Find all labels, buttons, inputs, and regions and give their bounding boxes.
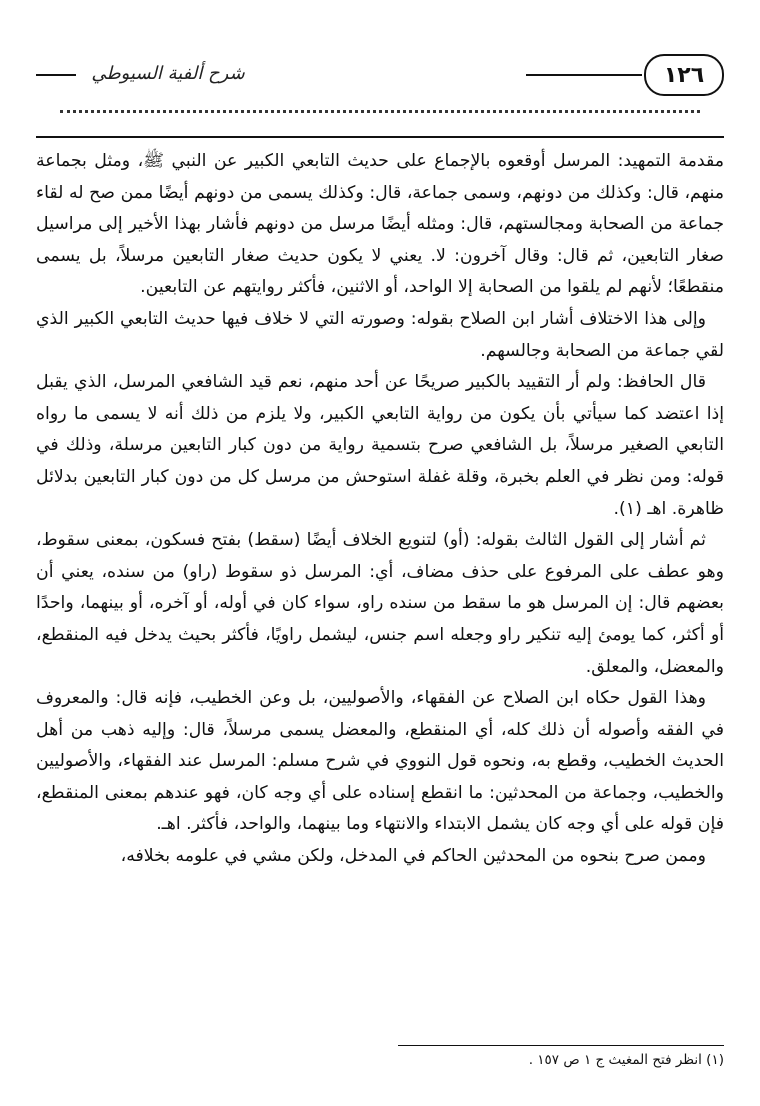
paragraph: قال الحافظ: ولم أر التقييد بالكبير صريحًا عن أحد منهم، نعم قيد الشافعي المرسل، الذي يقبل إذا اعتضد كما سيأتي بأن يكون من رواية التابعي الكبير، ولا يلزم من ذلك أنه لا يسمى ما رواه التابعي الصغير مرسلاً، بل الشافعي صرح بتسمية رواية من دون كبار التابعين مرسلة، وذلك في قوله: ومن نظر في العلم بخبرة، وقلة غفلة استوحش من مرسل كل من دون كبار التابعين بدلائل ظاهرة. اهـ (١). — [36, 372, 724, 519]
main-text — [36, 146, 724, 873]
footnote: (١) انظر فتح المغيث ج ١ ص ١٥٧ . — [528, 1052, 724, 1068]
paragraph: ثم أشار إلى القول الثالث بقوله: (أو) لتنويع الخلاف أيضًا (سقط) بفتح فسكون، بمعنى سقوط، وهو عطف على المرفوع على حذف مضاف، أي: المرسل ذو سقوط (راو) من سنده، يعني أن بعضهم قال: إن المرسل هو ما سقط من سنده راو، سواء كان في أوله، أو آخره، أو بينهما، واحدًا أو أكثر، كما يومئ إليه تنكير راو وجعله اسم جنس، ليشمل راويًا، فأكثر بحيث يدخل فيه المنقطع، والمعضل، والمعلق. — [36, 530, 724, 677]
top-rule — [36, 136, 724, 138]
paragraph: وممن صرح بنحوه من المحدثين الحاكم في المدخل، ولكن مشي في علومه بخلافه، — [120, 846, 706, 867]
paragraph: مقدمة التمهيد: المرسل أوقعوه بالإجماع على حديث التابعي الكبير عن النبي ﷺ، ومثل بجماعة منهم، قال: وكذلك من دونهم، وسمى جماعة، قال: وكذلك يسمى من دونهم أيضًا ممن صح له لقاء جماعة من الصحابة ومجالستهم، قال: ومثله أيضًا مرسل من دونهم فأشار بهذا الأخير إلى مراسيل صغار التابعين، ثم قال: وقال آخرون: لا. يعني لا يكون حديث صغار التابعين مرسلاً، بل يسمى منقطعًا؛ لأنهم لم يلقوا من الصحابة إلا الواحد، أو الاثنين، فأكثر روايتهم عن التابعين. — [36, 151, 724, 298]
header-rule-right — [526, 74, 642, 76]
paragraph: وإلى هذا الاختلاف أشار ابن الصلاح بقوله: وصورته التي لا خلاف فيها حديث التابعي الكبير الذي لقي جماعة من الصحابة وجالسهم. — [36, 308, 724, 361]
paragraph: وهذا القول حكاه ابن الصلاح عن الفقهاء، والأصوليين، بل وعن الخطيب، فإنه قال: والمعروف في الفقه وأصوله أن ذلك كله، أي المنقطع، والمعضل يسمى مرسلاً، قال: وإليه ذهب من أهل الحديث الخطيب، وقطع به، ونحوه قول النووي في شرح مسلم: المرسل عند الفقهاء، والأصوليين والخطيب، وجماعة من المحدثين: ما انقطع إسناده على أي وجه كان، فهو عندهم بمعنى المنقطع، فإن قوله على أي وجه كان يشمل الابتداء والانتهاء وما بينهما، والواحد، فأكثر. اهـ. — [36, 688, 724, 835]
footnote-rule — [398, 1045, 724, 1046]
running-title: شرح ألفية السيوطي — [91, 62, 245, 84]
header-rule-left — [36, 74, 76, 76]
page-header — [36, 50, 724, 100]
page-number: ١٢٦ — [644, 54, 724, 96]
dotted-divider — [60, 110, 700, 113]
